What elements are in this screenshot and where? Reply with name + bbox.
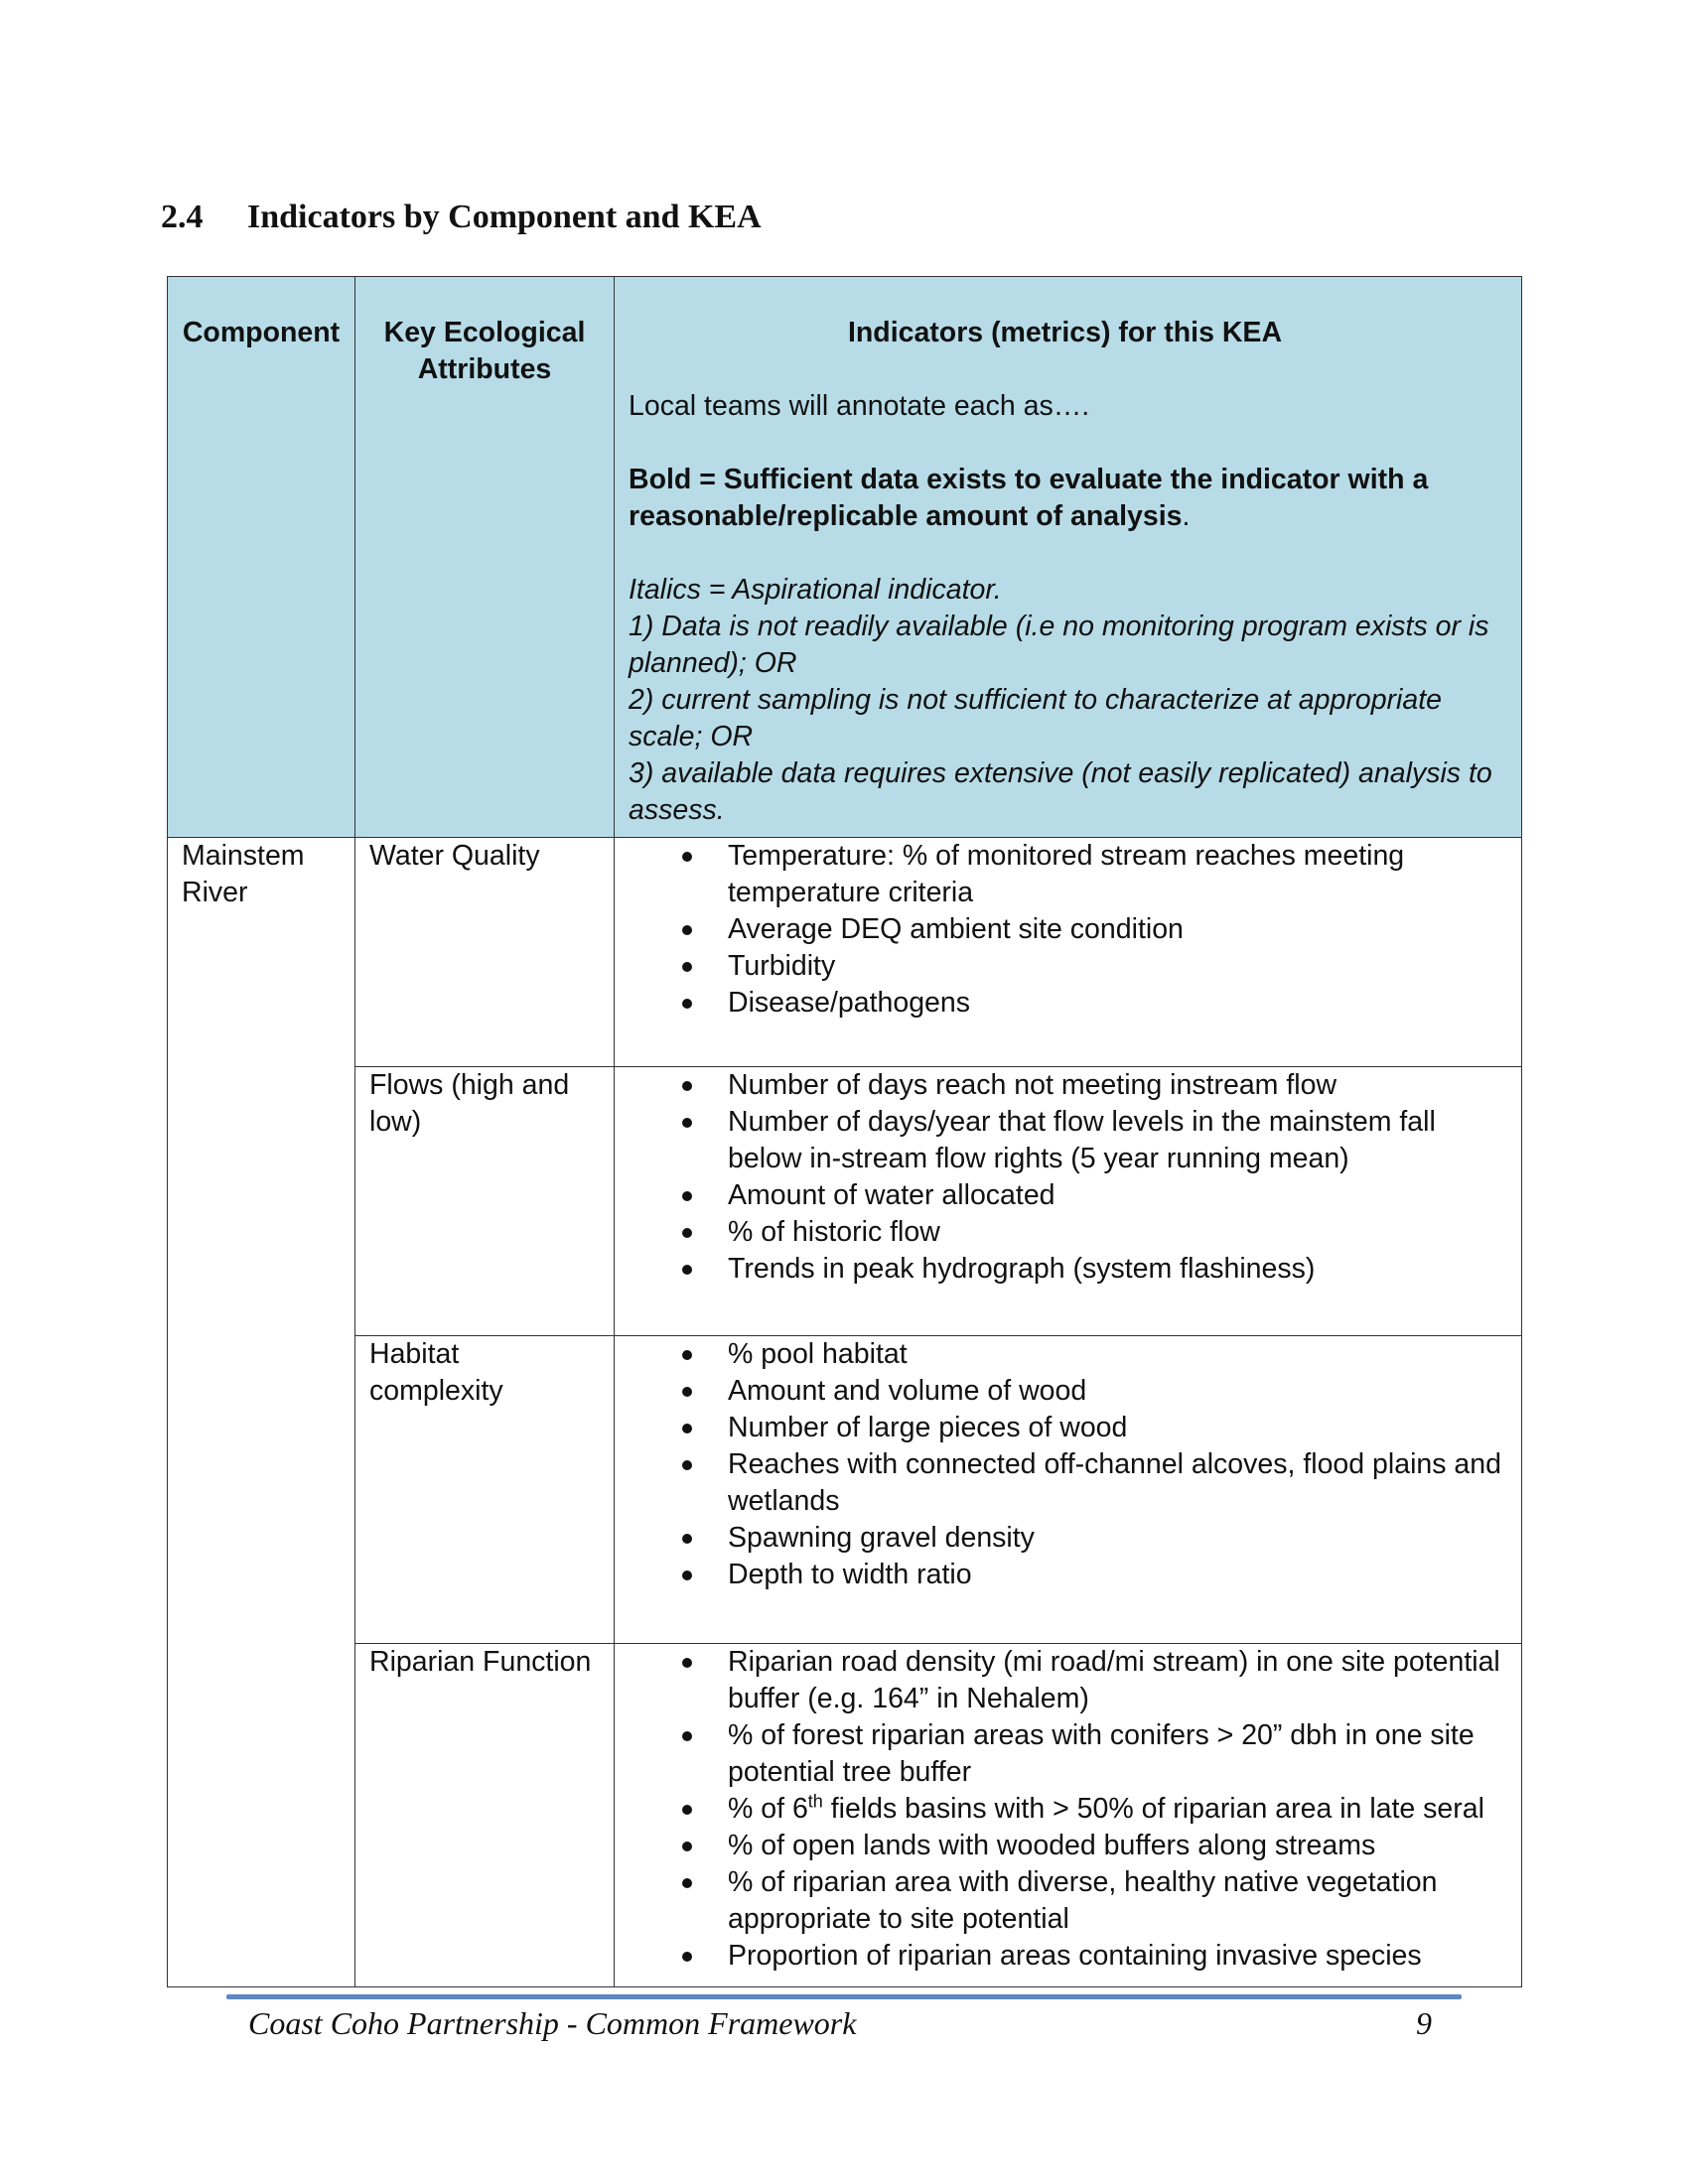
indicator-text: Spawning gravel density [728, 1522, 1035, 1554]
footer-title: Coast Coho Partnership - Common Framework [248, 2005, 857, 2041]
list-item [615, 1177, 1507, 1214]
list-item [615, 1557, 1507, 1593]
list-item [615, 1446, 1507, 1520]
indicator-text: Riparian road density (mi road/mi stream) in one site potential buffer (e.g. 164” in Nehalem) [728, 1646, 1500, 1714]
list-item [615, 1214, 1507, 1251]
indicator-list [615, 838, 1507, 1022]
section-title: Indicators by Component and KEA [247, 199, 762, 235]
table-row [168, 1336, 1522, 1644]
indicator-text: Average DEQ ambient site condition [728, 913, 1184, 945]
bullet-icon [682, 852, 692, 862]
indicator-text: Disease/pathogens [728, 987, 971, 1019]
bullet-icon [682, 1658, 692, 1668]
indicator-text: Proportion of riparian areas containing invasive species [728, 1940, 1422, 1972]
header-row [168, 277, 1522, 838]
kea-cell: Water Quality [355, 838, 615, 1067]
indicator-text: % of open lands with wooded buffers along streams [728, 1830, 1376, 1861]
header-component: Component [168, 277, 355, 838]
table-row [168, 1067, 1522, 1336]
bullet-icon [682, 1265, 692, 1275]
indicators-cell [615, 1067, 1522, 1336]
list-item [615, 1828, 1507, 1864]
bullet-icon [682, 1081, 692, 1091]
indicator-text: Number of large pieces of wood [728, 1412, 1128, 1443]
bullet-icon [682, 999, 692, 1009]
indicator-text-rest: fields basins with > 50% of riparian area in late seral [822, 1793, 1484, 1825]
legend-italic-line: Italics = Aspirational indicator. [629, 574, 1002, 606]
indicator-text: Temperature: % of monitored stream reaches meeting temperature criteria [728, 840, 1405, 908]
legend-intro: Local teams will annotate each as…. [629, 390, 1090, 422]
bullet-icon [682, 925, 692, 935]
indicator-text: Turbidity [728, 950, 836, 982]
bullet-icon [682, 1842, 692, 1851]
header-indicators-title: Indicators (metrics) for this KEA [847, 317, 1283, 348]
legend-bold-text: Bold = Sufficient data exists to evaluate the indicator with a reasonable/replicable amount of analysis [629, 464, 1429, 532]
list-item [615, 948, 1507, 985]
table-row [168, 1644, 1522, 1987]
list-item [615, 1251, 1507, 1288]
legend-bold [629, 462, 1501, 535]
indicator-text: Amount and volume of wood [728, 1375, 1087, 1407]
indicators-cell [615, 1644, 1522, 1987]
indicator-text: % of riparian area with diverse, healthy native vegetation appropriate to site potential [728, 1866, 1438, 1935]
indicators-table [167, 276, 1522, 1987]
indicator-list [615, 1336, 1507, 1593]
list-item [615, 1644, 1507, 1717]
indicator-text: Number of days/year that flow levels in the mainstem fall below in-stream flow rights (5 year running mean) [728, 1106, 1436, 1174]
list-item [615, 1104, 1507, 1177]
indicator-list [615, 1644, 1507, 1975]
indicator-text: Amount of water allocated [728, 1179, 1055, 1211]
indicator-text: % pool habitat [728, 1338, 908, 1370]
legend-bold-period: . [1182, 500, 1191, 532]
bullet-icon [682, 1878, 692, 1888]
indicator-text: Trends in peak hydrograph (system flashiness) [728, 1253, 1316, 1285]
list-item [615, 1373, 1507, 1410]
component-cell: Mainstem River [168, 838, 355, 1987]
bullet-icon [682, 1118, 692, 1128]
section-heading [161, 199, 762, 236]
list-item [615, 1791, 1507, 1828]
list-item [615, 1410, 1507, 1446]
list-item [615, 1520, 1507, 1557]
section-number: 2.4 [161, 199, 204, 235]
page-number: 9 [1416, 2005, 1432, 2041]
bullet-icon [682, 1570, 692, 1580]
indicator-text: Number of days reach not meeting instream flow [728, 1069, 1337, 1101]
indicators-cell [615, 1336, 1522, 1644]
list-item [615, 1938, 1507, 1975]
kea-cell: Habitat complexity [355, 1336, 615, 1644]
bullet-icon [682, 962, 692, 972]
footer-rule [226, 1994, 1462, 1999]
header-kea: Key Ecological Attributes [355, 277, 615, 838]
list-item [615, 1864, 1507, 1938]
table-row [168, 838, 1522, 1067]
header-indicators [615, 277, 1522, 838]
kea-cell: Flows (high and low) [355, 1067, 615, 1336]
indicator-text: Reaches with connected off-channel alcoves, flood plains and wetlands [728, 1448, 1501, 1517]
list-item [615, 911, 1507, 948]
indicator-list [615, 1067, 1507, 1288]
bullet-icon [682, 1534, 692, 1544]
bullet-icon [682, 1731, 692, 1741]
indicator-text: % of 6 [728, 1793, 808, 1825]
bullet-icon [682, 1350, 692, 1360]
list-item [615, 985, 1507, 1022]
bullet-icon [682, 1228, 692, 1238]
indicator-superscript: th [807, 1791, 823, 1812]
legend-italic-line: 2) current sampling is not sufficient to characterize at appropriate scale; OR [629, 684, 1442, 752]
list-item [615, 1717, 1507, 1791]
indicators-cell [615, 838, 1522, 1067]
bullet-icon [682, 1424, 692, 1433]
indicator-text: % of forest riparian areas with conifers > 20” dbh in one site potential tree buffer [728, 1719, 1475, 1788]
indicator-text: Depth to width ratio [728, 1559, 972, 1590]
list-item [615, 838, 1507, 911]
legend-italic-line: 3) available data requires extensive (not easily replicated) analysis to assess. [629, 757, 1492, 826]
bullet-icon [682, 1805, 692, 1815]
legend-italic-line: 1) Data is not readily available (i.e no monitoring program exists or is planned); OR [629, 611, 1489, 679]
bullet-icon [682, 1387, 692, 1397]
bullet-icon [682, 1952, 692, 1962]
list-item [615, 1336, 1507, 1373]
kea-cell: Riparian Function [355, 1644, 615, 1987]
indicator-text: % of historic flow [728, 1216, 940, 1248]
bullet-icon [682, 1191, 692, 1201]
list-item [615, 1067, 1507, 1104]
bullet-icon [682, 1460, 692, 1470]
